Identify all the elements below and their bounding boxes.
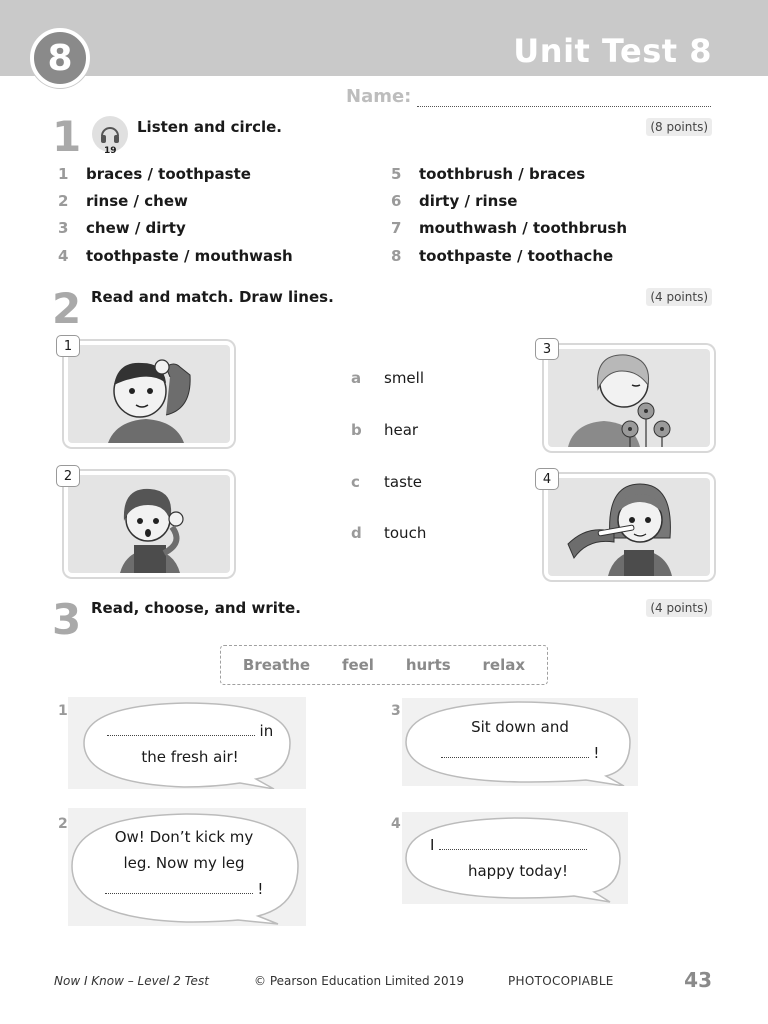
word-bank-item: hurts [405, 656, 451, 674]
answer-blank-2[interactable] [105, 880, 253, 894]
picture-card-3[interactable] [544, 345, 714, 451]
picture-card-2[interactable] [64, 471, 234, 577]
bubble-text: ! [593, 744, 600, 762]
match-word: taste [384, 473, 422, 491]
bubble-number-2: 2 [58, 816, 68, 832]
item-number: 1 [58, 165, 69, 183]
item-number: 5 [391, 165, 402, 183]
boy-smelling-flowers-image [548, 349, 710, 447]
footer-copyright: © Pearson Education Limited 2019 [254, 974, 464, 988]
item-choices: dirty / rinse [419, 192, 518, 210]
bubble-text: the fresh air! [141, 748, 239, 766]
bubble-number-3: 3 [391, 703, 401, 719]
item-choices: toothpaste / mouthwash [86, 247, 293, 265]
match-word-b[interactable] [351, 421, 418, 439]
item-choices: toothpaste / toothache [419, 247, 614, 265]
bubble-text: I [430, 836, 435, 854]
picture-card-4[interactable] [544, 474, 714, 580]
item-choices: toothbrush / braces [419, 165, 586, 183]
bubble-2-text [98, 824, 270, 902]
item-number: 6 [391, 192, 402, 210]
section2-instruction: Read and match. Draw lines. [91, 288, 334, 306]
section2-number: 2 [52, 284, 82, 333]
bubble-number-4: 4 [391, 816, 401, 832]
section2-points: (4 points) [646, 288, 712, 306]
section3-number: 3 [52, 595, 82, 644]
page-title: Unit Test 8 [513, 32, 712, 70]
q1-item[interactable] [58, 247, 293, 265]
bubble-3-text [434, 714, 606, 766]
section1-number: 1 [52, 112, 82, 161]
bubble-text: ! [257, 880, 264, 898]
match-word-d[interactable] [351, 524, 426, 542]
unit-number: 8 [47, 37, 73, 79]
girl-brushing-teeth-image [548, 478, 710, 576]
word-bank-item: feel [341, 656, 374, 674]
q1-item[interactable] [58, 192, 188, 210]
answer-blank-3[interactable] [441, 744, 589, 758]
match-word: smell [384, 369, 424, 387]
footer-photocopiable: PHOTOCOPIABLE [508, 974, 614, 988]
item-choices: rinse / chew [86, 192, 188, 210]
match-word-a[interactable] [351, 369, 424, 387]
match-word: touch [384, 524, 427, 542]
bubble-1-text [104, 718, 276, 770]
unit-number-badge [30, 28, 90, 88]
audio-track-number: 19 [104, 146, 117, 156]
name-row [346, 86, 711, 107]
q1-item[interactable] [391, 219, 627, 237]
bubble-text: Sit down and [471, 718, 569, 736]
bubble-4-text [430, 832, 606, 884]
bubble-text: Ow! Don’t kick my [114, 828, 254, 846]
item-choices: chew / dirty [86, 219, 186, 237]
match-word: hear [384, 421, 419, 439]
item-number: 8 [391, 247, 402, 265]
match-word-c[interactable] [351, 473, 422, 491]
word-bank-item: Breathe [242, 656, 311, 674]
match-letter: d [351, 524, 362, 542]
section3-points: (4 points) [646, 599, 712, 617]
q1-item[interactable] [391, 165, 585, 183]
word-bank [220, 645, 548, 685]
match-letter: c [351, 473, 360, 491]
match-letter: a [351, 369, 362, 387]
q1-item[interactable] [391, 192, 517, 210]
q1-item[interactable] [58, 219, 186, 237]
q1-item[interactable] [58, 165, 251, 183]
answer-blank-1[interactable] [107, 722, 255, 736]
item-number: 2 [58, 192, 69, 210]
picture-number-1: 1 [56, 335, 80, 357]
section1-points: (8 points) [646, 118, 712, 136]
name-field[interactable] [417, 91, 711, 107]
item-number: 3 [58, 219, 69, 237]
match-letter: b [351, 421, 362, 439]
bubble-text: leg. Now my leg [123, 854, 245, 872]
item-number: 7 [391, 219, 402, 237]
section1-instruction: Listen and circle. [137, 118, 282, 136]
item-choices: mouthwash / toothbrush [419, 219, 628, 237]
boy-scratching-head-image [68, 345, 230, 443]
name-label: Name: [346, 86, 412, 107]
item-number: 4 [58, 247, 69, 265]
footer-book-title: Now I Know – Level 2 Test [54, 974, 209, 988]
word-bank-item: relax [482, 656, 526, 674]
section3-instruction: Read, choose, and write. [91, 599, 301, 617]
picture-card-1[interactable] [64, 341, 234, 447]
q1-item[interactable] [391, 247, 613, 265]
item-choices: braces / toothpaste [86, 165, 251, 183]
bubble-text: in [259, 722, 274, 740]
picture-number-2: 2 [56, 465, 80, 487]
page-number: 43 [684, 968, 712, 992]
answer-blank-4[interactable] [439, 836, 587, 850]
picture-number-4: 4 [535, 468, 559, 490]
picture-number-3: 3 [535, 338, 559, 360]
bubble-text: happy today! [467, 862, 569, 880]
bubble-number-1: 1 [58, 703, 68, 719]
girl-touching-ear-image [68, 475, 230, 573]
